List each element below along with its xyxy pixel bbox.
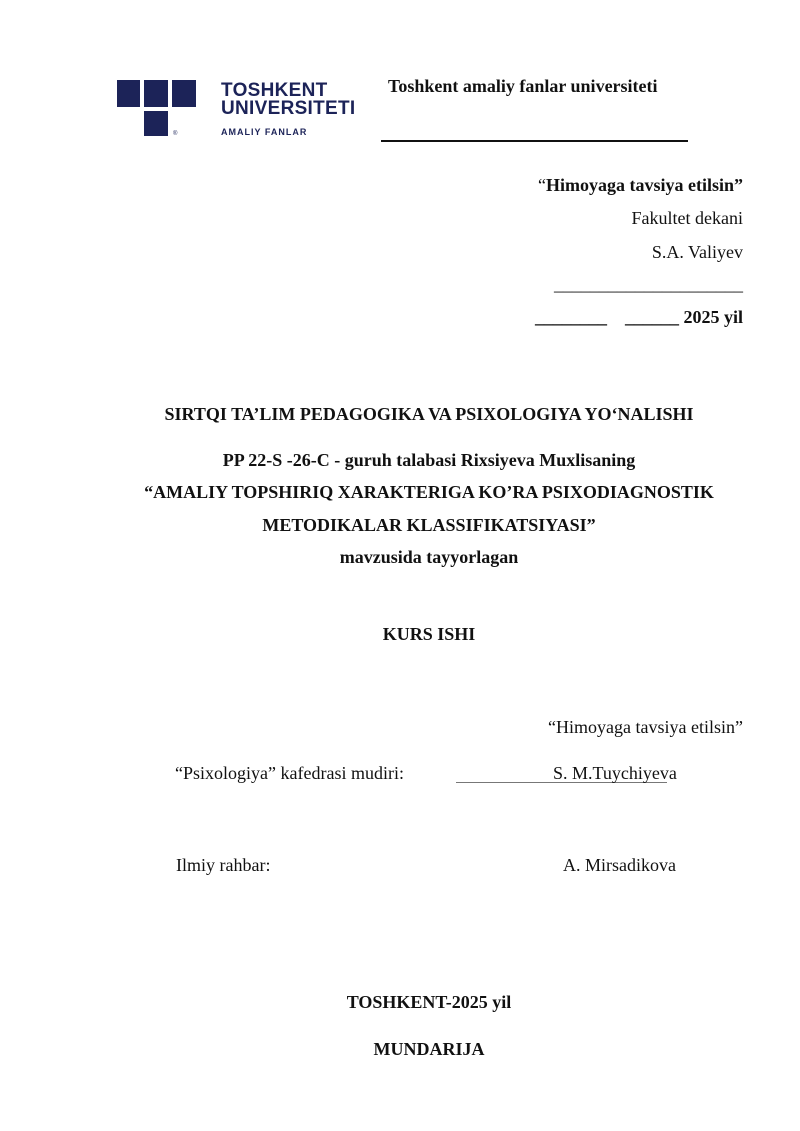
approval-name: S.A. Valiyev	[651, 242, 743, 262]
topic-line-2: METODIKALAR KLASSIFIKATSIYASI”	[262, 515, 596, 535]
logo-square	[117, 80, 140, 107]
city-year: TOSHKENT-2025 yil	[346, 992, 512, 1012]
approval-title-text: Himoyaga tavsiya etilsin”	[546, 175, 743, 195]
advisor-label: Ilmiy rahbar:	[176, 855, 271, 875]
work-type: KURS ISHI	[382, 624, 476, 644]
date-year: 2025 yil	[683, 307, 743, 327]
student-line: PP 22-S -26-C - guruh talabasi Rixsiyeva Muxlisaning	[222, 450, 636, 470]
logo-text-universiteti: UNIVERSITETI	[221, 98, 356, 119]
date-blank-day: ________	[534, 307, 607, 327]
approval-role: Fakultet dekani	[631, 208, 743, 228]
logo-square	[144, 111, 168, 136]
date-blank-month: ______	[624, 307, 679, 327]
university-title: Toshkent amaliy fanlar universiteti	[388, 76, 658, 96]
recommend-label: “Himoyaga tavsiya etilsin”	[548, 717, 743, 737]
direction-title: SIRTQI TA’LIM PEDAGOGIKA VA PSIXOLOGIYA YO‘NALISHI	[164, 404, 694, 424]
approval-signature-line: _____________________	[554, 274, 743, 294]
topic-line-1: “AMALIY TOPSHIRIQ XARAKTERIGA KO’RA PSIXODIAGNOSTIK	[144, 482, 714, 502]
logo-registered-mark: ®	[173, 131, 178, 137]
university-logo	[117, 80, 356, 140]
logo-square	[144, 80, 168, 107]
logo-text-toshkent: TOSHKENT	[221, 80, 328, 101]
department-head-label: “Psixologiya” kafedrasi mudiri:	[175, 763, 404, 783]
header-underline	[381, 140, 688, 142]
approval-date	[535, 307, 743, 328]
topic-suffix: mavzusida tayyorlagan	[339, 547, 519, 567]
advisor-name: A. Mirsadikova	[563, 855, 676, 875]
logo-square	[172, 80, 196, 107]
approval-title: “Himoyaga tavsiya etilsin”	[538, 175, 743, 195]
logo-text-amaliy-fanlar: AMALIY FANLAR	[221, 127, 308, 137]
contents-heading: MUNDARIJA	[373, 1039, 485, 1059]
department-head-name: S. M.Tuychiyeva	[553, 763, 677, 783]
